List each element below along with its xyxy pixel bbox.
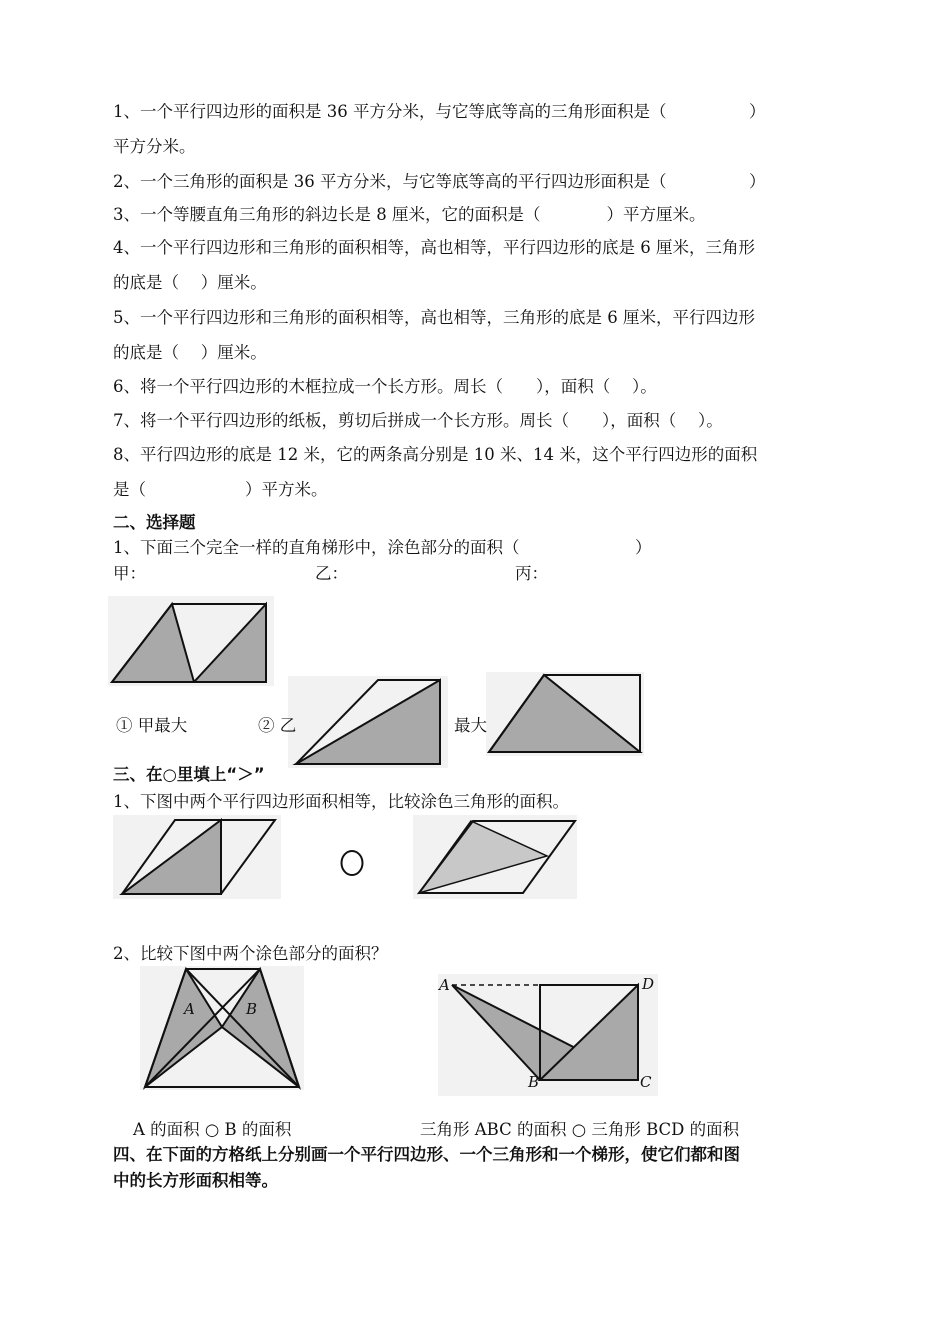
question-2: 2、一个三角形的面积是 36 平方分米，与它等底等高的平行四边形面积是（ ） (113, 172, 766, 191)
figure-jia-trapezoid (108, 596, 274, 686)
figure-trapezoid-ab (140, 966, 305, 1092)
section-3-question-1: 1、下图中两个平行四边形面积相等，比较涂色三角形的面积。 (113, 792, 569, 811)
option-3: 最大 (454, 716, 487, 735)
figure-bing-trapezoid (486, 672, 646, 756)
question-4-line-1: 4、一个平行四边形和三角形的面积相等，高也相等，平行四边形的底是 6 厘米，三角形 (113, 238, 755, 257)
label-point-a: A (439, 976, 450, 994)
label-a-left: A (184, 1000, 195, 1018)
compare-a-b: A 的面积 ○ B 的面积 (133, 1120, 292, 1139)
section-4-heading-line-1: 四、在下面的方格纸上分别画一个平行四边形、一个三角形和一个梯形，使它们都和图 (113, 1145, 740, 1164)
option-1: ① 甲最大 (116, 716, 188, 735)
question-1-line-1: 1、一个平行四边形的面积是 36 平方分米，与它等底等高的三角形面积是（ ） (113, 102, 766, 121)
label-point-c: C (640, 1073, 652, 1091)
section-3-question-2: 2、比较下图中两个涂色部分的面积？ (113, 944, 388, 963)
question-8-line-2: 是（ ）平方米。 (113, 480, 328, 499)
question-5-line-1: 5、一个平行四边形和三角形的面积相等，高也相等，三角形的底是 6 厘米，平行四边形 (113, 308, 755, 327)
label-bing: 丙： (515, 564, 548, 583)
section-2-heading: 二、选择题 (113, 513, 196, 532)
label-point-d: D (642, 975, 655, 993)
question-8-line-1: 8、平行四边形的底是 12 米，它的两条高分别是 10 米、14 米，这个平行四边形的面积 (113, 445, 758, 464)
label-jia: 甲： (113, 564, 146, 583)
section-4-heading-line-2: 中的长方形面积相等。 (113, 1171, 278, 1190)
label-yi: 乙： (315, 564, 348, 583)
question-7: 7、将一个平行四边形的纸板，剪切后拼成一个长方形。周长（ ），面积（ ）。 (113, 411, 723, 430)
question-5-line-2: 的底是（ ）厘米。 (113, 343, 267, 362)
question-6: 6、将一个平行四边形的木框拉成一个长方形。周长（ ），面积（ ）。 (113, 377, 657, 396)
option-2: ② 乙 (258, 716, 297, 735)
question-4-line-2: 的底是（ ）厘米。 (113, 273, 267, 292)
label-b-left: B (246, 1000, 258, 1018)
figure-yi-trapezoid (288, 676, 454, 768)
figure-parallelogram-left (113, 815, 285, 899)
figure-abcd (438, 974, 660, 1096)
section-3-heading: 三、在○里填上“＞” (113, 765, 265, 784)
section-2-question-1: 1、下面三个完全一样的直角梯形中，涂色部分的面积（ ） (113, 538, 652, 557)
compare-circle[interactable] (340, 850, 366, 878)
compare-abc-bcd: 三角形 ABC 的面积 ○ 三角形 BCD 的面积 (420, 1120, 740, 1139)
figure-parallelogram-right (413, 815, 581, 899)
label-point-b: B (528, 1073, 540, 1091)
question-1-line-2: 平方分米。 (113, 137, 196, 156)
question-3: 3、一个等腰直角三角形的斜边长是 8 厘米，它的面积是（ ）平方厘米。 (113, 205, 706, 224)
